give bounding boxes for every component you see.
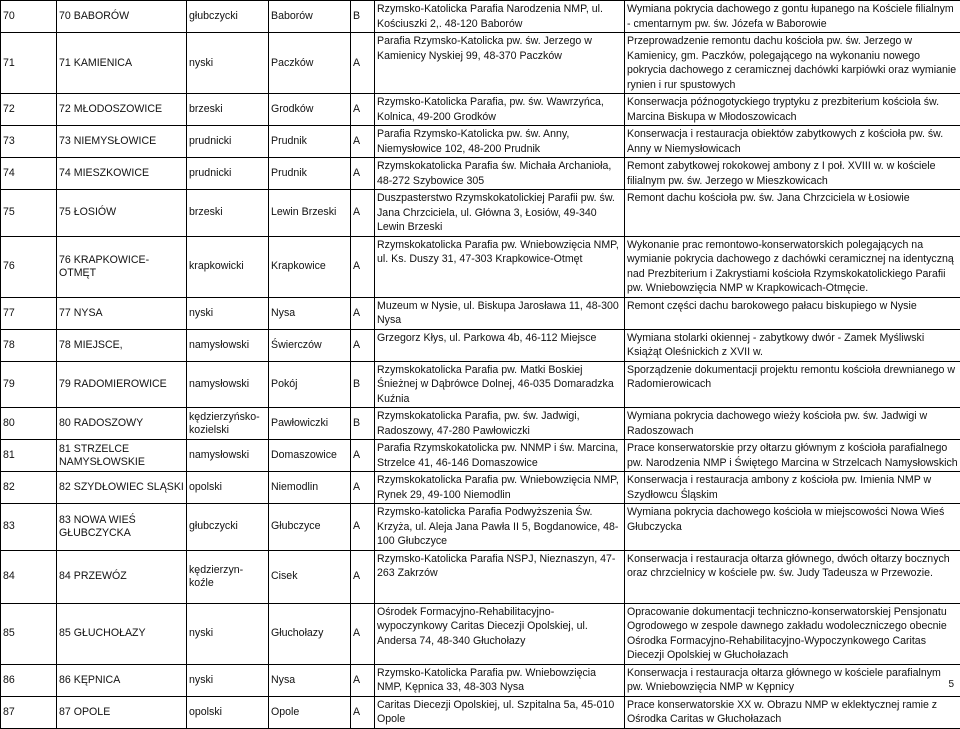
row-type: A	[351, 550, 375, 603]
row-nr-name	[57, 94, 187, 126]
row-locality: RADOSZOWY	[74, 417, 143, 429]
row-nr-name	[57, 1, 187, 33]
row-project: Opracowanie dokumentacji techniczno-konserwatorskiej Pensjonatu Ogrodowego w zespole dawnego zakładu wodoleczniczego obecnie Ośrodka Formacyjno-Rehabilitacyjno-Wypoczynkowego Caritas Diecezji Opolskiej w Głuchołazach	[625, 603, 960, 664]
row-commune: Domaszowice	[269, 440, 351, 472]
row-lp: 75	[1, 190, 57, 237]
row-nr-name	[57, 329, 187, 361]
row-lp: 85	[1, 603, 57, 664]
table-row	[1, 440, 960, 472]
row-applicant: Parafia Rzymsko-Katolicka pw. św. Anny, Niemysłowice 102, 48-200 Prudnik	[375, 126, 625, 158]
row-lp: 79	[1, 361, 57, 408]
row-commune: Niemodlin	[269, 472, 351, 504]
row-applicant: Rzymskokatolicka Parafia pw. Wniebowzięcia NMP, ul. Ks. Duszy 31, 47-303 Krapkowice-Otmęt	[375, 236, 625, 297]
row-type: A	[351, 664, 375, 696]
row-project: Konserwacja późnogotyckiego tryptyku z prezbiterium kościoła św. Marcina Biskupa w Młodoszowicach	[625, 94, 960, 126]
row-locality: ŁOSIÓW	[74, 206, 116, 218]
row-district: głubczycki	[187, 504, 269, 551]
row-type: A	[351, 504, 375, 551]
table-row	[1, 94, 960, 126]
row-commune: Lewin Brzeski	[269, 190, 351, 237]
row-type: A	[351, 236, 375, 297]
row-locality: MIEJSCE,	[74, 339, 123, 351]
row-district: prudnicki	[187, 158, 269, 190]
row-district: prudnicki	[187, 126, 269, 158]
row-lp: 71	[1, 33, 57, 94]
row-district: opolski	[187, 696, 269, 728]
row-project: Remont części dachu barokowego pałacu biskupiego w Nysie	[625, 297, 960, 329]
row-district: kędzierzyn-koźle	[187, 550, 269, 603]
row-lp: 83	[1, 504, 57, 551]
row-lp: 74	[1, 158, 57, 190]
row-commune: Pokój	[269, 361, 351, 408]
row-lp: 87	[1, 696, 57, 728]
row-applicant: Caritas Diecezji Opolskiej, ul. Szpitalna 5a, 45-010 Opole	[375, 696, 625, 728]
row-number: 81	[59, 443, 71, 455]
row-lp: 77	[1, 297, 57, 329]
row-type: A	[351, 190, 375, 237]
row-locality: KĘPNICA	[74, 674, 121, 686]
row-commune: Pawłowiczki	[269, 408, 351, 440]
table-row	[1, 297, 960, 329]
row-commune: Prudnik	[269, 158, 351, 190]
row-number: 71	[59, 57, 71, 69]
row-applicant: Rzymskokatolicka Parafia, pw. św. Jadwigi, Radoszowy, 47-280 Pawłowiczki	[375, 408, 625, 440]
row-nr-name	[57, 504, 187, 551]
row-commune: Głuchołazy	[269, 603, 351, 664]
row-applicant: Rzymsko-Katolicka Parafia, pw. św. Wawrzyńca, Kolnica, 49-200 Grodków	[375, 94, 625, 126]
row-applicant: Parafia Rzymsko-Katolicka pw. św. Jerzego w Kamienicy Nyskiej 99, 48-370 Paczków	[375, 33, 625, 94]
row-locality: MIESZKOWICE	[74, 167, 149, 179]
row-type: A	[351, 472, 375, 504]
table-row	[1, 236, 960, 297]
row-district: nyski	[187, 297, 269, 329]
row-applicant: Grzegorz Kłys, ul. Parkowa 4b, 46-112 Miejsce	[375, 329, 625, 361]
row-nr-name	[57, 297, 187, 329]
row-applicant: Parafia Rzymskokatolicka pw. NNMP i św. Marcina, Strzelce 41, 46-146 Domaszowice	[375, 440, 625, 472]
row-commune: Baborów	[269, 1, 351, 33]
row-nr-name	[57, 664, 187, 696]
row-locality: BABORÓW	[74, 10, 129, 22]
row-number: 79	[59, 378, 71, 390]
row-number: 70	[59, 10, 71, 22]
row-type: A	[351, 158, 375, 190]
row-nr-name	[57, 408, 187, 440]
row-nr-name	[57, 33, 187, 94]
row-number: 74	[59, 167, 71, 179]
row-nr-name	[57, 126, 187, 158]
table-row	[1, 550, 960, 603]
row-locality: NYSA	[74, 307, 103, 319]
row-number: 72	[59, 103, 71, 115]
row-applicant: Rzymsko-Katolicka Parafia NSPJ, Nieznaszyn, 47-263 Zakrzów	[375, 550, 625, 603]
row-commune: Prudnik	[269, 126, 351, 158]
row-district: krapkowicki	[187, 236, 269, 297]
row-project: Remont zabytkowej rokokowej ambony z I poł. XVIII w. w kościele filialnym pw. św. Jerzego w Mieszkowicach	[625, 158, 960, 190]
row-lp: 82	[1, 472, 57, 504]
row-district: namysłowski	[187, 361, 269, 408]
table-row	[1, 158, 960, 190]
table-row	[1, 1, 960, 33]
row-lp: 86	[1, 664, 57, 696]
row-project: Konserwacja i restauracja ołtarza głównego w kościele parafialnym pw. Wniebowzięcia NMP w Kępnicy	[625, 664, 960, 696]
table-row	[1, 329, 960, 361]
row-project: Prace konserwatorskie przy ołtarzu głównym z kościoła parafialnego pw. Narodzenia NMP i Świętego Marcina w Strzelcach Namysłowskich	[625, 440, 960, 472]
row-nr-name	[57, 158, 187, 190]
row-locality: NOWA WIEŚ GŁUBCZYCKA	[59, 514, 136, 539]
row-commune: Cisek	[269, 550, 351, 603]
row-commune: Świerczów	[269, 329, 351, 361]
table-row	[1, 126, 960, 158]
row-commune: Nysa	[269, 297, 351, 329]
row-type: A	[351, 329, 375, 361]
row-lp: 73	[1, 126, 57, 158]
row-type: A	[351, 126, 375, 158]
row-district: brzeski	[187, 94, 269, 126]
row-project: Prace konserwatorskie XX w. Obrazu NMP w eklektycznej ramie z Ośrodka Caritas w Głuchołazach	[625, 696, 960, 728]
row-district: opolski	[187, 472, 269, 504]
table-row	[1, 664, 960, 696]
row-lp: 76	[1, 236, 57, 297]
row-number: 76	[59, 254, 71, 266]
table-row	[1, 190, 960, 237]
row-type: A	[351, 603, 375, 664]
row-project: Sporządzenie dokumentacji projektu remontu kościoła drewnianego w Radomierowicach	[625, 361, 960, 408]
row-type: A	[351, 33, 375, 94]
row-project: Remont dachu kościoła pw. św. Jana Chrzciciela w Łosiowie	[625, 190, 960, 237]
row-type: B	[351, 1, 375, 33]
row-type: A	[351, 696, 375, 728]
table-row	[1, 408, 960, 440]
row-type: A	[351, 440, 375, 472]
row-project: Wymiana pokrycia dachowego z gontu łupanego na Kościele filialnym - cmentarnym pw. św. Józefa w Baborowie	[625, 1, 960, 33]
row-type: B	[351, 361, 375, 408]
row-applicant: Rzymsko-katolicka Parafia Podwyższenia Św. Krzyża, ul. Aleja Jana Pawła II 5, Bogdanowice, 48-100 Głubczyce	[375, 504, 625, 551]
row-locality: KRAPKOWICE-OTMĘT	[59, 254, 149, 279]
row-nr-name	[57, 603, 187, 664]
row-commune: Paczków	[269, 33, 351, 94]
row-commune: Krapkowice	[269, 236, 351, 297]
row-lp: 84	[1, 550, 57, 603]
row-locality: KAMIENICA	[74, 57, 132, 69]
row-district: nyski	[187, 33, 269, 94]
row-number: 83	[59, 514, 71, 526]
row-locality: MŁODOSZOWICE	[74, 103, 162, 115]
row-applicant: Rzymskokatolicka Parafia pw. Matki Boskiej Śnieżnej w Dąbrówce Dolnej, 46-035 Domaradzka Kuźnia	[375, 361, 625, 408]
row-locality: SZYDŁOWIEC SLĄSKI	[74, 481, 184, 493]
table-row	[1, 696, 960, 728]
row-type: A	[351, 297, 375, 329]
row-number: 84	[59, 570, 71, 582]
row-locality: OPOLE	[74, 706, 111, 718]
row-nr-name	[57, 696, 187, 728]
row-locality: PRZEWÓZ	[74, 570, 127, 582]
row-number: 78	[59, 339, 71, 351]
row-nr-name	[57, 190, 187, 237]
row-nr-name	[57, 472, 187, 504]
row-commune: Nysa	[269, 664, 351, 696]
row-project: Konserwacja i restauracja ołtarza głównego, dwóch ołtarzy bocznych oraz chrzcielnicy w kościele pw. św. Judy Tadeusza w Przewozie.	[625, 550, 960, 603]
row-project: Przeprowadzenie remontu dachu kościoła pw. św. Jerzego w Kamienicy, gm. Paczków, polegającego na wykonaniu nowego pokrycia dachowego z ceramicznej dachówki karpiówki oraz wymianie rynien i rur spustowych	[625, 33, 960, 94]
table-body	[1, 1, 960, 729]
row-number: 75	[59, 206, 71, 218]
row-nr-name	[57, 361, 187, 408]
row-type: A	[351, 94, 375, 126]
row-locality: RADOMIEROWICE	[74, 378, 167, 390]
row-project: Wymiana stolarki okiennej - zabytkowy dwór - Zamek Myśliwski Książąt Oleśnickich z XVII w.	[625, 329, 960, 361]
row-applicant: Rzymskokatolicka Parafia pw. Wniebowzięcia NMP, Rynek 29, 49-100 Niemodlin	[375, 472, 625, 504]
table-row	[1, 504, 960, 551]
row-number: 77	[59, 307, 71, 319]
row-lp: 72	[1, 94, 57, 126]
table-row	[1, 33, 960, 94]
table-row	[1, 472, 960, 504]
row-district: namysłowski	[187, 440, 269, 472]
row-lp: 78	[1, 329, 57, 361]
row-nr-name	[57, 236, 187, 297]
row-number: 80	[59, 417, 71, 429]
row-applicant: Duszpasterstwo Rzymskokatolickiej Parafii pw. św. Jana Chrzciciela, ul. Główna 3, Łosiów, 49-340 Lewin Brzeski	[375, 190, 625, 237]
row-number: 82	[59, 481, 71, 493]
row-applicant: Rzymsko-Katolicka Parafia Narodzenia NMP, ul. Kościuszki 2,. 48-120 Baborów	[375, 1, 625, 33]
page-number: 5	[948, 679, 954, 690]
row-locality: GŁUCHOŁAZY	[74, 627, 146, 639]
row-locality: NIEMYSŁOWICE	[74, 135, 156, 147]
row-applicant: Muzeum w Nysie, ul. Biskupa Jarosława 11, 48-300 Nysa	[375, 297, 625, 329]
row-lp: 70	[1, 1, 57, 33]
row-commune: Głubczyce	[269, 504, 351, 551]
row-district: nyski	[187, 664, 269, 696]
row-type: B	[351, 408, 375, 440]
table-row	[1, 361, 960, 408]
row-lp: 81	[1, 440, 57, 472]
row-district: brzeski	[187, 190, 269, 237]
table-row	[1, 603, 960, 664]
row-nr-name	[57, 550, 187, 603]
row-project: Konserwacja i restauracja obiektów zabytkowych z kościoła pw. św. Anny w Niemysłowicach	[625, 126, 960, 158]
row-number: 73	[59, 135, 71, 147]
row-district: kędzierzyńsko-kozielski	[187, 408, 269, 440]
row-district: nyski	[187, 603, 269, 664]
row-applicant: Rzymsko-Katolicka Parafia pw. Wniebowzięcia NMP, Kępnica 33, 48-303 Nysa	[375, 664, 625, 696]
row-lp: 80	[1, 408, 57, 440]
row-project: Wykonanie prac remontowo-konserwatorskich polegających na wymianie pokrycia dachowego z dachówki ceramicznej na identyczną nad Prezbiterium i Zakrystiami kościoła Rzymskokatolickiego Parafii pw. Wniebowzięcia NMP w Krapkowicach-Otmęcie.	[625, 236, 960, 297]
row-number: 85	[59, 627, 71, 639]
row-district: głubczycki	[187, 1, 269, 33]
row-applicant: Rzymskokatolicka Parafia św. Michała Archanioła, 48-272 Szybowice 305	[375, 158, 625, 190]
row-district: namysłowski	[187, 329, 269, 361]
row-number: 86	[59, 674, 71, 686]
row-commune: Opole	[269, 696, 351, 728]
row-locality: STRZELCE NAMYSŁOWSKIE	[59, 443, 145, 468]
row-nr-name	[57, 440, 187, 472]
row-project: Konserwacja i restauracja ambony z kościoła pw. Imienia NMP w Szydłowcu Śląskim	[625, 472, 960, 504]
row-applicant: Ośrodek Formacyjno-Rehabilitacyjno-wypoczynkowy Caritas Diecezji Opolskiej, ul. Andersa 74, 48-340 Głuchołazy	[375, 603, 625, 664]
row-commune: Grodków	[269, 94, 351, 126]
row-project: Wymiana pokrycia dachowego wieży kościoła pw. św. Jadwigi w Radoszowach	[625, 408, 960, 440]
row-project: Wymiana pokrycia dachowego kościoła w miejscowości Nowa Wieś Głubczycka	[625, 504, 960, 551]
row-number: 87	[59, 706, 71, 718]
